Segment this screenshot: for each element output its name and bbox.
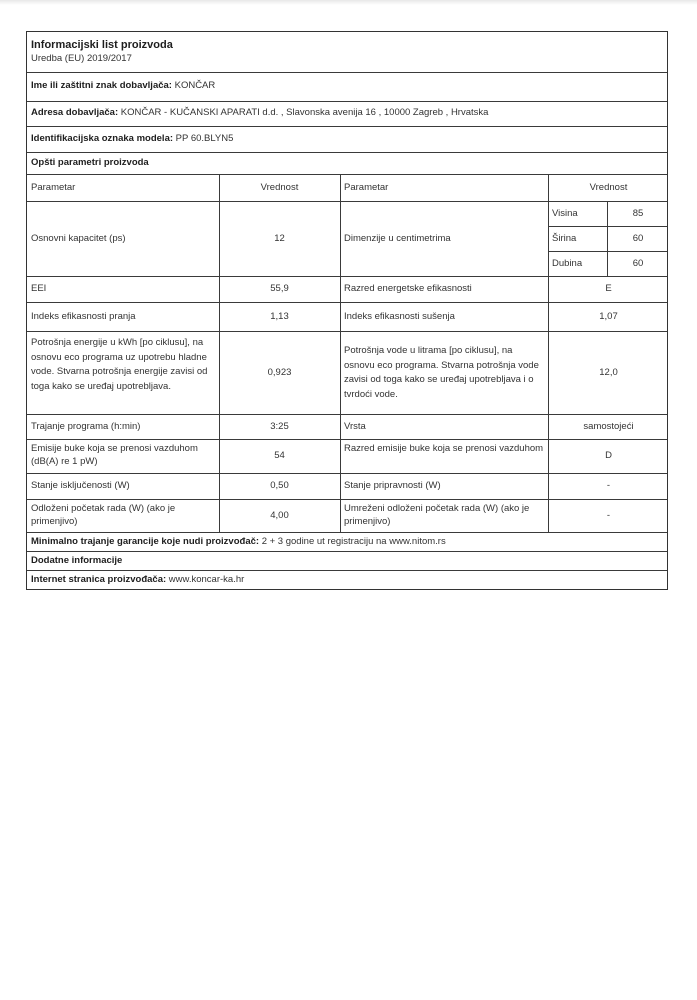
row-divider xyxy=(27,499,667,500)
row-divider xyxy=(27,414,667,415)
dimension-depth-label: Dubina xyxy=(552,258,583,269)
param-value: samostojeći xyxy=(583,421,634,432)
supplier-address-field xyxy=(31,107,488,119)
column-divider xyxy=(219,174,220,532)
row-divider xyxy=(27,570,667,571)
column-header: Vrednost xyxy=(260,182,299,193)
website-value: www.koncar-ka.hr xyxy=(168,574,245,585)
param-label: Indeks efikasnosti sušenja xyxy=(344,311,455,322)
param-value: 1,07 xyxy=(599,311,618,322)
website-field xyxy=(31,574,244,586)
row-divider xyxy=(27,473,667,474)
viewer-top-edge xyxy=(0,0,697,5)
param-value: 55,9 xyxy=(270,283,289,294)
param-label: Razred emisije buke koja se prenosi vazduhom xyxy=(344,443,544,454)
param-value: 54 xyxy=(274,450,285,461)
dimension-height-value: 85 xyxy=(632,208,644,219)
param-value: 4,00 xyxy=(270,510,289,521)
param-label: Stanje pripravnosti (W) xyxy=(344,480,441,491)
row-divider xyxy=(27,152,667,153)
param-label: Vrsta xyxy=(344,421,366,432)
sheet-title: Informacijski list proizvoda xyxy=(31,39,173,51)
dimension-height-label: Visina xyxy=(552,208,578,219)
param-label: Potrošnja energije u kWh [po ciklusu], na osnovu eco programa uz upotrebu hladne vode. Stvarna potrošnja energije zavisi od toga kako se uređaj upotrebljava. xyxy=(31,337,208,392)
param-label: Trajanje programa (h:min) xyxy=(31,421,141,432)
row-divider xyxy=(27,126,667,127)
param-value: 0,923 xyxy=(267,367,292,378)
supplier-address-value: KONČAR - KUČANSKI APARATI d.d. , Slavonska avenija 16 , 10000 Zagreb , Hrvatska xyxy=(120,107,489,118)
dimension-width-label: Širina xyxy=(552,233,577,244)
param-label: Potrošnja vode u litrama [po ciklusu], na osnovu eco programa. Stvarna potrošnja vode zavisi od toga kako se uređaj upotrebljava i o tvrdoći vode. xyxy=(344,345,539,400)
param-value: 3:25 xyxy=(270,421,289,432)
general-params-heading: Opšti parametri proizvoda xyxy=(31,157,149,168)
param-label: Emisije buke koja se prenosi vazduhom (dB(A) re 1 pW) xyxy=(31,443,198,467)
model-id-field xyxy=(31,133,233,145)
row-divider xyxy=(27,551,667,552)
param-value: - xyxy=(606,480,611,491)
param-label: Odloženi početak rada (W) (ako je primenjivo) xyxy=(31,503,176,527)
param-label: EEI xyxy=(31,283,47,294)
column-header: Vrednost xyxy=(589,182,628,193)
warranty-label: Minimalno trajanje garancije koje nudi proizvođač: xyxy=(31,536,260,547)
param-label: Indeks efikasnosti pranja xyxy=(31,311,136,322)
warranty-field xyxy=(31,536,446,548)
capacity-value: 12 xyxy=(274,233,285,244)
model-id-label: Identifikacijska oznaka modela: xyxy=(31,133,174,144)
supplier-name-value: KONČAR xyxy=(174,80,216,91)
row-divider xyxy=(27,276,667,277)
regulation-reference: Uredba (EU) 2019/2017 xyxy=(31,53,132,64)
param-value: E xyxy=(605,283,612,294)
column-header: Parametar xyxy=(31,182,76,193)
warranty-value: 2 + 3 godine ut registraciju na www.nitom.rs xyxy=(261,536,446,547)
dimension-width-value: 60 xyxy=(632,233,644,244)
row-divider xyxy=(27,174,667,175)
param-value: 1,13 xyxy=(270,311,289,322)
param-label: Umreženi odloženi početak rada (W) (ako je primenjivo) xyxy=(344,503,530,527)
dimensions-label: Dimenzije u centimetrima xyxy=(344,233,451,244)
row-divider xyxy=(27,532,667,533)
column-divider xyxy=(340,174,341,532)
dimension-depth-value: 60 xyxy=(632,258,644,269)
supplier-name-field xyxy=(31,80,215,92)
row-divider xyxy=(27,201,667,202)
supplier-name-label: Ime ili zaštitni znak dobavljača: xyxy=(31,80,172,91)
column-divider xyxy=(548,174,549,532)
website-label: Internet stranica proizvođača: xyxy=(31,574,167,585)
model-id-value: PP 60.BLYN5 xyxy=(175,133,234,144)
param-label: Razred energetske efikasnosti xyxy=(344,283,472,294)
param-value: - xyxy=(606,510,611,521)
product-info-sheet xyxy=(26,31,668,590)
row-divider xyxy=(27,439,667,440)
additional-info-heading: Dodatne informacije xyxy=(31,555,123,566)
param-value: D xyxy=(605,450,612,461)
param-value: 12,0 xyxy=(599,367,618,378)
column-header: Parametar xyxy=(344,182,389,193)
param-label: Stanje isključenosti (W) xyxy=(31,480,130,491)
row-divider xyxy=(27,302,667,303)
param-value: 0,50 xyxy=(270,480,289,491)
supplier-address-label: Adresa dobavljača: xyxy=(31,107,119,118)
capacity-label: Osnovni kapacitet (ps) xyxy=(31,233,126,244)
row-divider xyxy=(27,331,667,332)
row-divider xyxy=(27,101,667,102)
row-divider xyxy=(27,72,667,73)
